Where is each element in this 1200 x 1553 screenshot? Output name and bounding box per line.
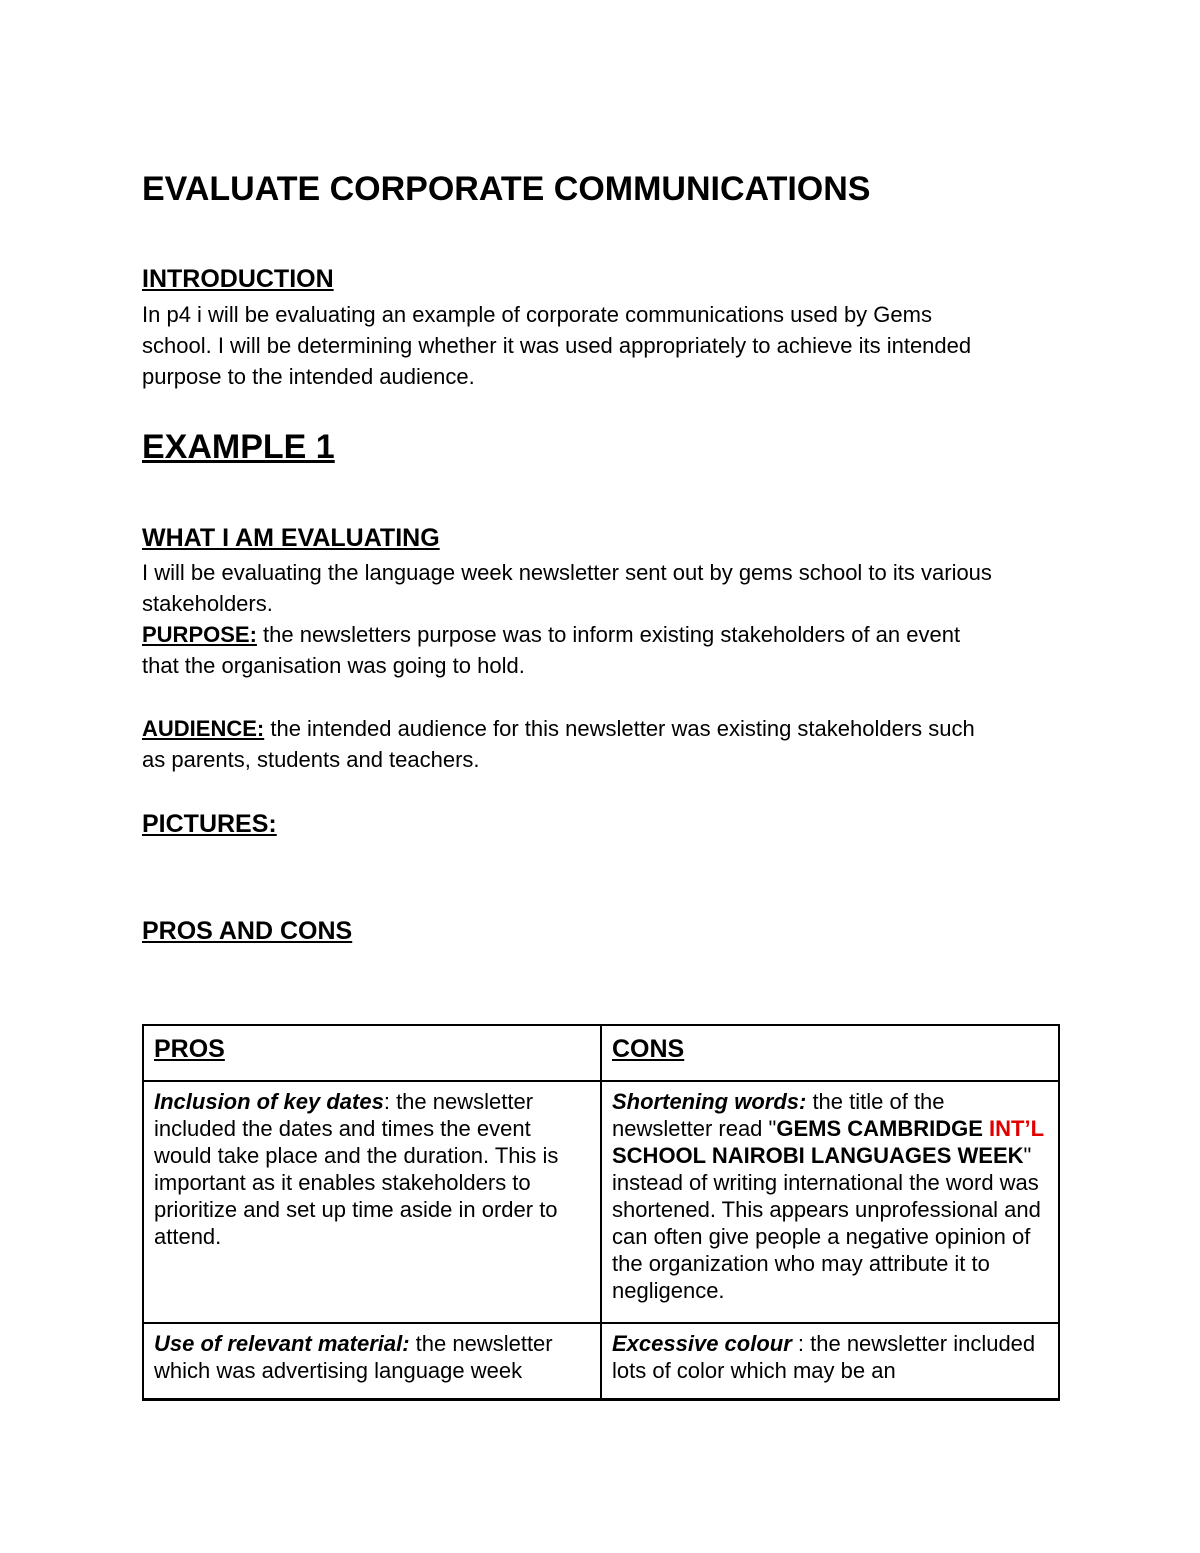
purpose-line <box>142 619 992 650</box>
purpose-line-2: that the organisation was going to hold. <box>142 653 525 678</box>
pros-cons-table <box>142 1024 1060 1401</box>
what-evaluating-heading: WHAT I AM EVALUATING <box>142 524 440 552</box>
con-title: Excessive colour <box>612 1331 792 1356</box>
con-cell <box>601 1081 1059 1323</box>
audience-text: the intended audience for this newsletter was existing stakeholders such <box>264 716 975 741</box>
introduction-line: school. I will be determining whether it was used appropriately to achieve its intended <box>142 333 972 358</box>
what-evaluating-paragraph <box>142 557 992 681</box>
purpose-label: PURPOSE: <box>142 622 257 647</box>
con-quote-bold: SCHOOL NAIROBI LANGUAGES WEEK <box>612 1143 1024 1168</box>
introduction-line: purpose to the intended audience. <box>142 364 475 389</box>
what-line: stakeholders. <box>142 591 273 616</box>
audience-label: AUDIENCE: <box>142 716 265 741</box>
pro-cell <box>143 1323 601 1400</box>
pro-text: the newsletter which was advertising language week <box>154 1331 553 1383</box>
introduction-heading: INTRODUCTION <box>142 265 334 293</box>
what-line: I will be evaluating the language week newsletter sent out by gems school to its various <box>142 560 992 585</box>
con-quote-bold: GEMS CAMBRIDGE <box>776 1116 990 1141</box>
con-cell <box>601 1323 1059 1400</box>
audience-paragraph <box>142 713 975 775</box>
pros-cons-heading: PROS AND CONS <box>142 917 353 945</box>
table-header-row <box>143 1025 1059 1081</box>
pro-title: Use of relevant material: <box>154 1331 410 1356</box>
table-row <box>143 1323 1059 1400</box>
pros-header: PROS <box>143 1025 601 1081</box>
purpose-text: the newsletters purpose was to inform existing stakeholders of an event <box>256 622 961 647</box>
pro-title: Inclusion of key dates <box>154 1089 384 1114</box>
table-row <box>143 1081 1059 1323</box>
con-text: the title of the newsletter read " <box>612 1089 945 1141</box>
con-title: Shortening words: <box>612 1089 807 1114</box>
pro-text: : the newsletter included the dates and times the event would take place and the duration. This is important as it enables stakeholders to prioritize and set up time aside in order to attend. <box>154 1089 559 1249</box>
con-text: : the newsletter included lots of color which may be an <box>612 1331 1036 1383</box>
pictures-heading: PICTURES: <box>142 810 277 838</box>
pro-cell <box>143 1081 601 1323</box>
cons-header: CONS <box>601 1025 1059 1081</box>
document-title: EVALUATE CORPORATE COMMUNICATIONS <box>142 170 871 208</box>
introduction-line: In p4 i will be evaluating an example of corporate communications used by Gems <box>142 302 932 327</box>
con-text: " instead of writing international the word was shortened. This appears unprofessional and can often give people a negative opinion of the organization who may attribute it to negligence. <box>612 1143 1041 1303</box>
con-quote-red: INT’L <box>989 1116 1044 1141</box>
example-heading: EXAMPLE 1 <box>142 428 335 466</box>
introduction-paragraph <box>142 299 971 392</box>
audience-line-2: as parents, students and teachers. <box>142 747 480 772</box>
